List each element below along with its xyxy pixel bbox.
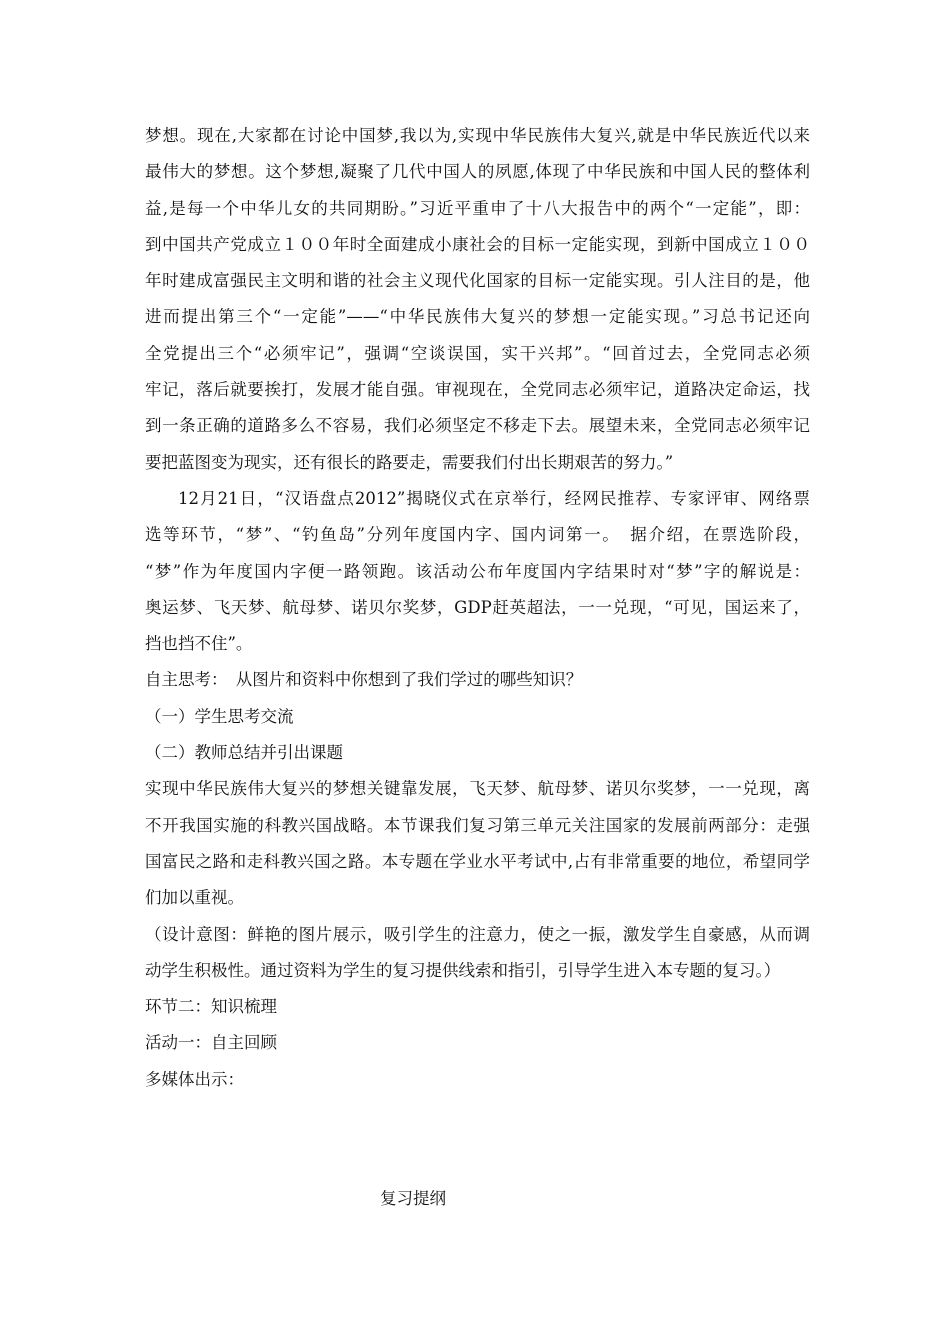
paragraph-line: 不开我国实施的科教兴国战略。本节课我们复习第三单元关注国家的发展前两部分：走强 [145, 815, 810, 835]
paragraph-line: 益,是每一个中华儿女的共同期盼。”习近平重申了十八大报告中的两个“一定能”，即： [145, 198, 810, 218]
paragraph-line: 选等环节，“梦”、“钓鱼岛”分列年度国内字、国内词第一。 据介绍，在票选阶段， [145, 525, 810, 545]
paragraph-line: 梦想。现在,大家都在讨论中国梦,我以为,实现中华民族伟大复兴,就是中华民族近代以来 [145, 126, 810, 145]
paragraph-line: “梦”作为年度国内字便一路领跑。该活动公布年度国内字结果时对“梦”字的解说是： [145, 561, 810, 581]
paragraph-line: 实现中华民族伟大复兴的梦想关键靠发展，飞天梦、航母梦、诺贝尔奖梦，一一兑现，离 [145, 779, 810, 799]
activity-heading: 活动一：自主回顾 [145, 1033, 277, 1053]
paragraph-line: 国富民之路和走科教兴国之路。本专题在学业水平考试中,占有非常重要的地位，希望同学 [145, 851, 810, 871]
paragraph-line: 12月21日，“汉语盘点2012”揭晓仪式在京举行，经网民推荐、专家评审、网络票 [178, 488, 810, 508]
paragraph-line: 挡也挡不住”。 [145, 634, 253, 654]
question-line: 自主思考： 从图片和资料中你想到了我们学过的哪些知识？ [145, 670, 583, 690]
design-intent-line: （设计意图：鲜艳的图片展示，吸引学生的注意力，使之一振，激发学生自豪感，从而调 [145, 924, 810, 944]
paragraph-line: 年时建成富强民主文明和谐的社会主义现代化国家的目标一定能实现。引人注目的是，他 [145, 271, 810, 291]
paragraph-line: 到中国共产党成立１００年时全面建成小康社会的目标一定能实现，到新中国成立１００ [145, 234, 810, 254]
step-line: （一）学生思考交流 [145, 706, 294, 726]
document-body [145, 118, 810, 1098]
multimedia-label: 多媒体出示： [145, 1069, 244, 1089]
section-heading: 环节二：知识梳理 [145, 997, 277, 1017]
paragraph-line: 最伟大的梦想。这个梦想,凝聚了几代中国人的夙愿,体现了中华民族和中国人民的整体利 [145, 162, 810, 182]
paragraph-line: 进而提出第三个“一定能”——“中华民族伟大复兴的梦想一定能实现。”习总书记还向 [145, 307, 810, 327]
design-intent-line: 动学生积极性。通过资料为学生的复习提供线索和指引，引导学生进入本专题的复习。） [145, 960, 781, 980]
step-line: （二）教师总结并引出课题 [145, 743, 343, 763]
paragraph-line: 牢记，落后就要挨打，发展才能自强。审视现在，全党同志必须牢记，道路决定命运，找 [145, 380, 810, 400]
paragraph-line: 奥运梦、飞天梦、航母梦、诺贝尔奖梦，GDP赶英超法，一一兑现，“可见，国运来了， [145, 597, 810, 617]
paragraph-line: 全党提出三个“必须牢记”，强调“空谈误国，实干兴邦”。“回首过去，全党同志必须 [145, 343, 810, 363]
paragraph-line: 们加以重视。 [145, 888, 244, 908]
paragraph-line: 到一条正确的道路多么不容易，我们必须坚定不移走下去。展望未来，全党同志必须牢记 [145, 416, 810, 436]
paragraph-line: 要把蓝图变为现实，还有很长的路要走，需要我们付出长期艰苦的努力。” [145, 452, 674, 472]
outline-title: 复习提纲 [380, 1189, 446, 1208]
